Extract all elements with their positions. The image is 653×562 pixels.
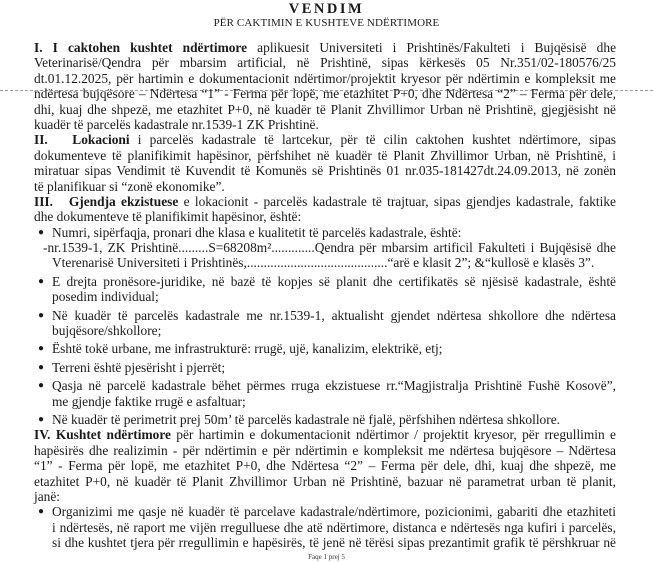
section-3-line [34, 194, 616, 209]
section-4-text: për hartimin e dokumentacionit ndërtimor / projektit kryesor, për rregullimin e [170, 427, 616, 443]
bullet-item-line: bujqësore/shkollore; [52, 323, 162, 339]
section-2-heading: II. Lokacioni [34, 132, 130, 148]
section-4-line: “1” - Ferma për lopë, me etazhitet P+0, dhe Ndërtesa “2” – Ferma për dele, dhi, kuaj dhe shpezë, me [34, 458, 616, 474]
section-4-line: janë: [34, 488, 61, 504]
bullet-item [0, 341, 653, 356]
section-4-line [34, 427, 616, 442]
bullet-item [0, 360, 653, 375]
bullet-item-line: E drejta pronësore-juridike, në bazë të kopjes së planit dhe certifikatës së njësisë kadastrale, është [52, 273, 616, 289]
document-subtitle: PËR CAKTIMIN E KUSHTEVE NDËRTIMORE [213, 17, 440, 29]
section-2-line: dokumenteve të planifikimit hapësinor, përfshihet në kuadër të Planit Zhvillimor Urban, në Prishtinë, i [34, 147, 616, 163]
section-2-text: i parcelës kadastrale të lartcekur, për të cilin caktohen kushtet ndërtimore, sipas [129, 132, 616, 148]
section-1-line [34, 40, 616, 55]
section-1-heading: I. I caktohen kushtet ndërtimore [34, 40, 248, 55]
bullet-item-line: Organizimi me qasje në kuadër të parcelave kadastrale/ndërtimore, pozicionimi, gabariti dhe etazhiteti [52, 504, 616, 520]
bullet-item [0, 308, 653, 339]
section-3-text: e lokacionit - parcelës kadastrale të trajtuar, sipas gjendjes kadastrale, faktike [178, 193, 616, 209]
bullet-item [0, 412, 653, 427]
bullet-item-line: posedim individual; [52, 289, 159, 305]
bullet-item-line: Është tokë urbane, me infrastrukturë: rrugë, ujë, kanalizim, elektrikë, etj; [52, 341, 443, 357]
document-title: VENDIM [288, 1, 365, 17]
bullet-item [0, 225, 653, 271]
section-3-line: dhe dokumenteve të planifikimit hapësinor, është: [34, 209, 302, 225]
section-2-line: miratuar sipas Vendimit të Kuvendit të Komunës së Prishtinës 01 nr.035-181427dt.24.09.2013, në zonën [34, 163, 616, 179]
bullet-icon: ● [38, 506, 45, 518]
section-3-heading: III. Gjendja ekzistuese [34, 193, 179, 209]
bullet-icon: ● [38, 380, 45, 392]
bullet-item [0, 274, 653, 305]
bullet-item-line: Vterenarisë Universiteti i Prishtinës,..........................................“arë e klasit 2”; &“kullosë e klasës 3”. [52, 255, 595, 271]
section-4-line: hapësirës dhe realizimin - për ndërtimin e për ndërtimin e kompleksit me ndërtesa bujqësore – Ndërtesa [34, 442, 616, 458]
bullet-item-line: -nr.1539-1, ZK Prishtinë.........S=68208m².............Qendra për mbarsim artificil Fakulteti i Bujqësisë dhe [43, 240, 616, 256]
section-1-line: dt.01.12.2025, për hartimin e dokumentacionit ndërtimor/projektit kryesor për ndërtimin e kompleksit me [34, 70, 616, 86]
section-2-line [34, 132, 616, 147]
bullet-icon: ● [38, 275, 45, 287]
bullet-item-line: Në kuadër të perimetrit prej 50m’ të parcelës kadastrale në fjalë, përfshihen ndërtesa shkollore. [52, 411, 560, 427]
section-1-text: aplikuesit Universiteti i Prishtinës/Fakulteti i Bujqësisë dhe [247, 40, 617, 55]
bullet-icon: ● [38, 309, 45, 321]
bullet-item [0, 378, 653, 409]
document-body [0, 40, 653, 562]
bullet-item-line: me gjendje faktike rrugë e asfaltuar; [52, 393, 246, 409]
bullet-item-line: Numri, sipërfaqja, pronari dhe klasa e kualitetit të parcelës kadastrale, është: [52, 224, 462, 240]
bullet-item-line: Në kuadër të parcelës kadastrale me nr.1539-1, aktualisht gjendet ndërtesa shkollore dhe ndërtesa [52, 307, 616, 323]
bullet-icon: ● [38, 361, 45, 373]
bullet-item-line: i ndërtesës, në raport me vijën rregulluese dhe atë ndërtimore, distanca e ndërtesës nga kufiri i parcelës, [52, 519, 616, 535]
bullet-icon: ● [38, 226, 45, 238]
page-footer: Faqe 1 prej 5 [308, 552, 345, 561]
section-4-line: etazhitet P+0, në kuadër të Planit Zhvillimor Urban në Prishtinë, bazuar në parametrat urban të planit, [34, 473, 616, 489]
bullet-icon: ● [38, 343, 45, 355]
bullet-item-line: Qasja në parcelë kadastrale bëhet përmes rruga ekzistuese rr.“Magjistralja Prishtinë Fushë Kosovë”, [52, 378, 616, 394]
section-1-line: Veterinarisë/Qendra për mbarsim artificial, në Prishtinë, sipas kërkesës 05 Nr.351/02-180576/25 [34, 55, 616, 71]
section-1-line: kuadër të parcelës kadastrale nr.1539-1 ZK Prishtinë. [34, 116, 319, 132]
bullet-item-line: si dhe kushtet tjera për rregullimin e hapësirës, të jenë në tërësi sipas prezantimit grafik të përshkruar në [52, 535, 616, 551]
section-1-line: dhi, kuaj dhe shpezë, me etazhitet P+0, në kuadër të Planit Zhvillimor Urban në Prishtinë, gjegjësisht në [34, 101, 616, 117]
bullet-icon: ● [38, 413, 45, 425]
section-2-line: të planifikuar si “zonë ekonomike”. [34, 178, 225, 194]
section-1-line: ndërtesa bujqësore – Ndërtesa “1” - Ferma për lopë, me etazhitet P+0, dhe Ndërtesa “2” – Ferma për dele, [34, 86, 616, 102]
bullet-item-line: Terreni është pjesërisht i pjerrët; [52, 359, 226, 375]
section-4-heading: IV. Kushtet ndërtimore [34, 427, 171, 443]
bullet-item [0, 504, 653, 550]
